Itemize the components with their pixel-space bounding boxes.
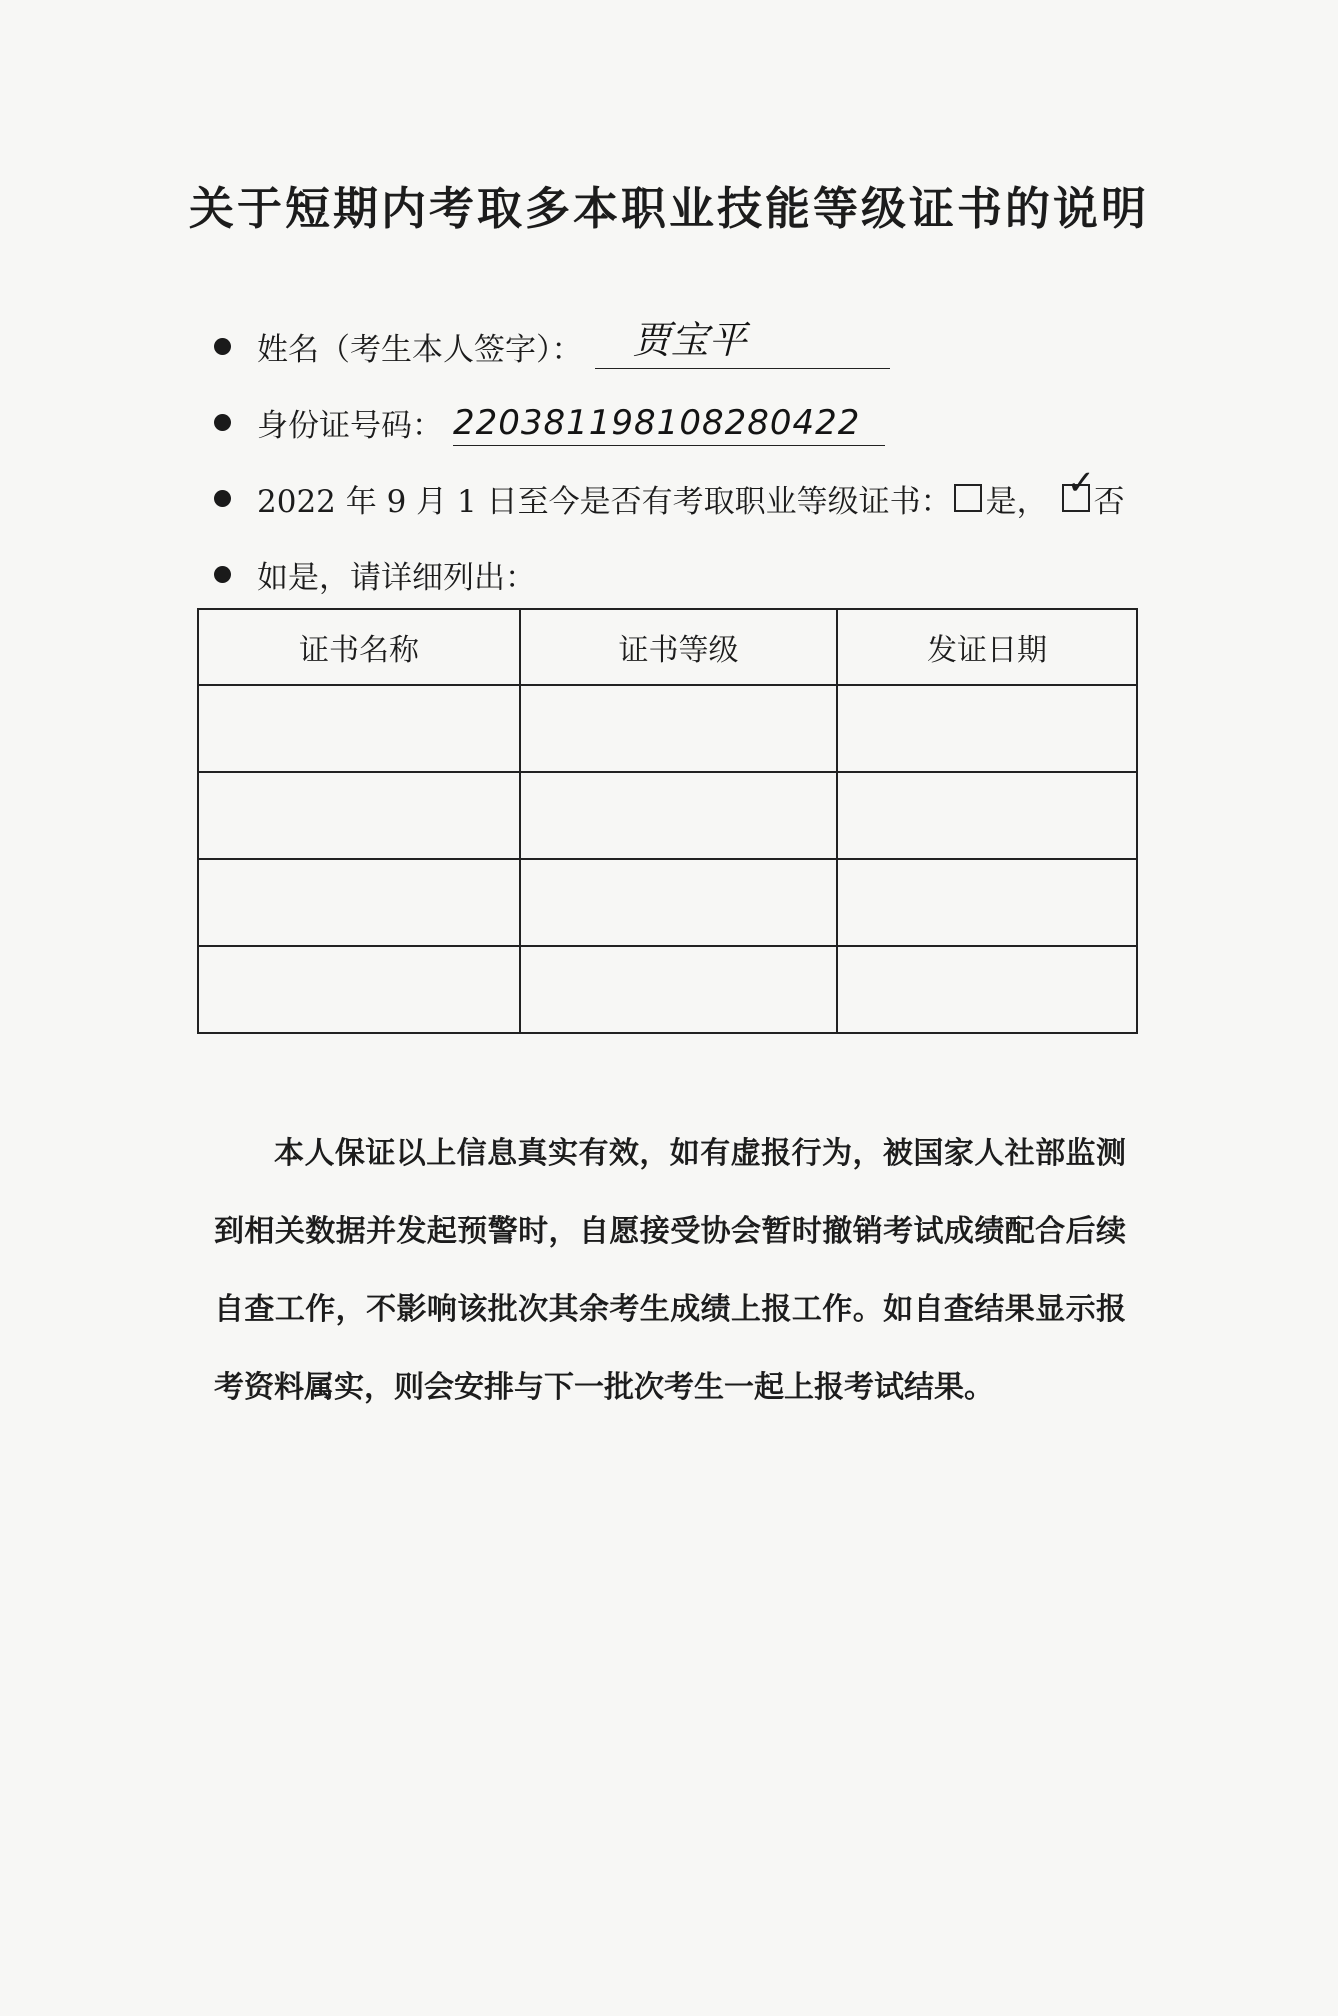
table-header-row: [198, 609, 1137, 685]
table-row: [198, 859, 1137, 946]
bullet-icon: [214, 566, 231, 583]
name-row: [214, 316, 890, 376]
certificate-table: [197, 608, 1138, 1034]
yes-checkbox[interactable]: [954, 484, 982, 512]
issue-date-cell[interactable]: [837, 772, 1137, 859]
id-label: 身份证号码：: [257, 407, 443, 444]
name-label: 姓名（考生本人签字）：: [257, 331, 583, 368]
cert-name-cell[interactable]: [198, 772, 520, 859]
id-number-line: [453, 399, 885, 446]
column-header-issue-date: 发证日期: [837, 609, 1137, 685]
no-checkbox[interactable]: [1062, 463, 1096, 512]
declaration-paragraph: 本人保证以上信息真实有效，如有虚报行为，被国家人社部监测到相关数据并发起预警时，自愿接受协会暂时撤销考试成绩配合后续自查工作，不影响该批次其余考生成绩上报工作。如自查结果显示报考资料属实，则会安排与下一批次考生一起上报考试结果。: [214, 1136, 1126, 1405]
yes-option-label: 是，: [985, 483, 1048, 520]
issue-date-cell[interactable]: [837, 946, 1137, 1033]
id-number-handwritten: 220381198108280422: [453, 402, 861, 443]
cert-name-cell[interactable]: [198, 946, 520, 1033]
bullet-icon: [214, 338, 231, 355]
cert-level-cell[interactable]: [520, 685, 837, 772]
cert-name-cell[interactable]: [198, 859, 520, 946]
id-row: [214, 392, 885, 452]
table-row: [198, 772, 1137, 859]
cert-name-cell[interactable]: [198, 685, 520, 772]
question-row: [214, 463, 1125, 528]
question-label: 2022 年 9 月 1 日至今是否有考取职业等级证书：: [257, 483, 952, 520]
name-signature-line: [595, 317, 890, 369]
bullet-icon: [214, 490, 231, 507]
name-signature: 贾宝平: [632, 317, 747, 362]
column-header-cert-level: 证书等级: [520, 609, 837, 685]
cert-level-cell[interactable]: [520, 859, 837, 946]
cert-level-cell[interactable]: [520, 772, 837, 859]
table-row: [198, 685, 1137, 772]
cert-level-cell[interactable]: [520, 946, 837, 1033]
issue-date-cell[interactable]: [837, 685, 1137, 772]
issue-date-cell[interactable]: [837, 859, 1137, 946]
list-row: [214, 544, 536, 604]
check-mark-icon: ✓: [1066, 463, 1096, 503]
no-option-label: 否: [1093, 483, 1125, 520]
document-title: 关于短期内考取多本职业技能等级证书的说明: [188, 182, 1149, 235]
bullet-icon: [214, 414, 231, 431]
list-label: 如是，请详细列出：: [257, 559, 536, 596]
column-header-cert-name: 证书名称: [198, 609, 520, 685]
table-row: [198, 946, 1137, 1033]
